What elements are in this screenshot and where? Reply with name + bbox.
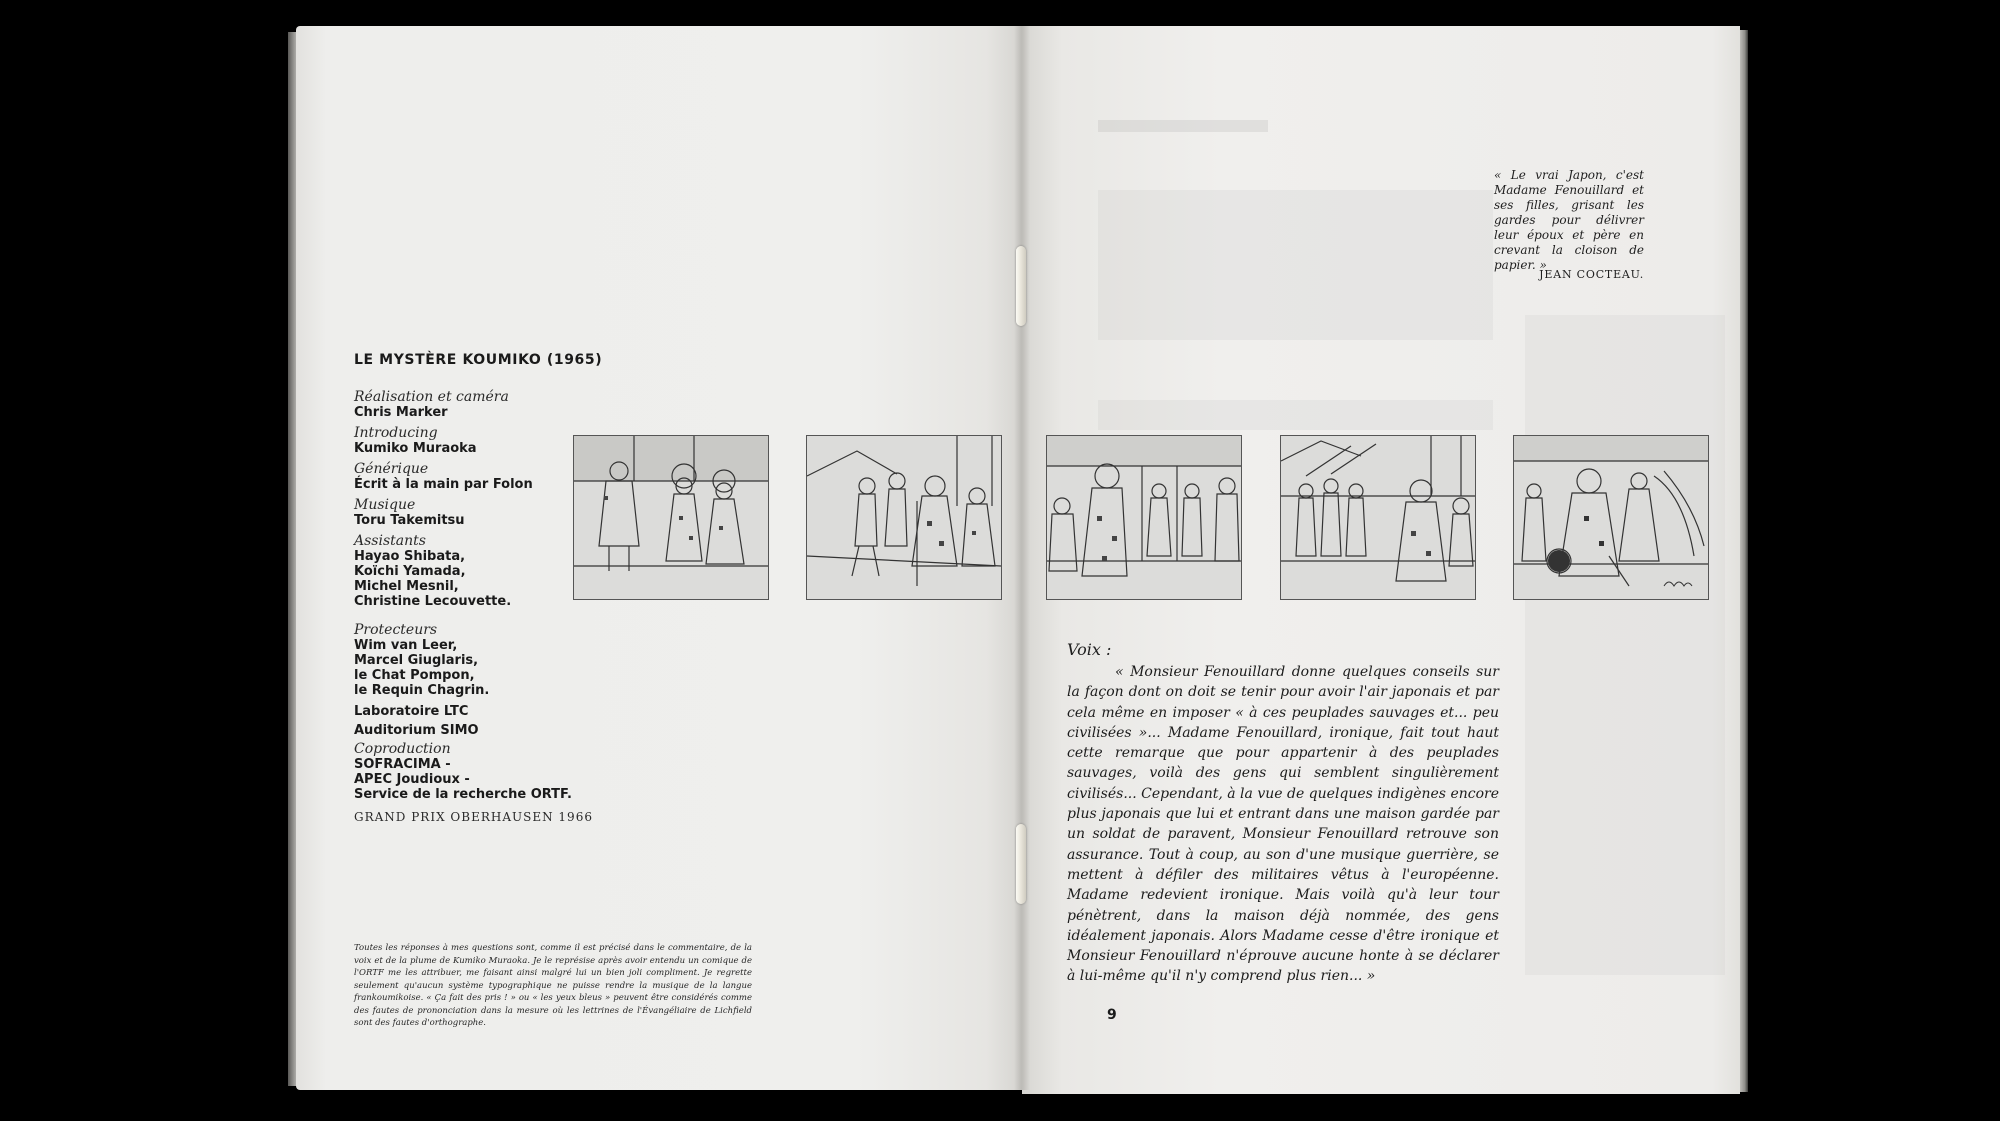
page-number: 9 [1107,1007,1117,1023]
comic-frame-5 [1513,435,1709,600]
film-title: LE MYSTÈRE KOUMIKO (1965) [354,352,603,368]
credit-name: Laboratoire LTC [354,704,469,719]
credit-name: Écrit à la main par Folon [354,477,533,492]
credit-role: Introducing [354,425,438,441]
prize-line: GRAND PRIX OBERHAUSEN 1966 [354,810,593,824]
voix-label: Voix : [1067,640,1112,659]
credit-name: SOFRACIMA - APEC Joudioux - Service de la recherche ORTF. [354,757,572,802]
credit-role: Assistants [354,533,426,549]
comic-illustration [807,436,1001,599]
credit-name: Toru Takemitsu [354,513,465,528]
footnote: Toutes les réponses à mes questions sont, comme il est précisé dans le commentaire, de la voix et de la plume de Kumiko Muraoka. Je le représise après avoir entendu un comique de l'ORTF me les attribuer, me faisant ainsi malgré lui un bien joli compliment. Je regrette seulement qu'aucun système typographique ne puisse rendre la musique de la langue frankoumikoise. « Ça fait des pris ! » ou « les yeux bleus » peuvent être considérés comme des fautes de prononciation dans la mesure où les lettrines de l'Évangéliaire de Lichfield sont des fautes d'orthographe. [354,943,752,1028]
comic-frame-4 [1280,435,1476,600]
comic-illustration [574,436,768,599]
comic-illustration [1514,436,1708,599]
staple-bottom [1016,824,1026,904]
staple-top [1016,246,1026,326]
credit-role: Musique [354,497,416,513]
show-through-text-2 [1098,400,1493,430]
comic-illustration [1281,436,1475,599]
credit-name: Auditorium SIMO [354,723,479,738]
comic-frame-3 [1046,435,1242,600]
credit-name: Hayao Shibata, Koïchi Yamada, Michel Mesnil, Christine Lecouvette. [354,549,512,609]
credit-coproduction [354,742,614,802]
credit-name: Chris Marker [354,405,448,420]
comic-frame-2 [806,435,1002,600]
credit-name: Kumiko Muraoka [354,441,477,456]
show-through-image [1525,315,1725,975]
show-through-heading [1098,120,1268,132]
credit-name: Wim van Leer, Marcel Giuglaris, le Chat Pompon, le Requin Chagrin. [354,638,490,698]
credit-role: Générique [354,461,429,477]
show-through-text [1098,190,1493,340]
credit-laboratoire [354,704,614,719]
comic-illustration [1047,436,1241,599]
credit-auditorium [354,723,614,738]
cocteau-quote: « Le vrai Japon, c'est Madame Fenouillard et ses filles, grisant les gardes pour délivrer leur époux et père en crevant la cloison de papier. » [1494,168,1644,272]
credit-role: Réalisation et caméra [354,389,509,405]
credit-realisation [354,390,614,420]
credit-protecteurs [354,623,614,698]
credit-role: Coproduction [354,741,451,757]
credit-role: Protecteurs [354,622,438,638]
voix-text: « Monsieur Fenouillard donne quelques conseils sur la façon dont on doit se tenir pour avoir l'air japonais et par cela même en imposer « à ces peuplades sauvages et... peu civilisées »... Madame Fenouillard, ironique, fait tout haut cette remarque que pour appartenir à des peuplades sauvages, voilà des gens qui semblent singulièrement civilisés... Cependant, à la vue de quelques indigènes encore plus japonais que lui et entrant dans une maison gardée par un soldat de paravent, Monsieur Fenouillard retrouve son assurance. Tout à coup, au son d'une musique guerrière, se mettent à défiler des militaires vêtus à l'européenne. Madame redevient ironique. Mais voilà qu'à leur tour pénètrent, dans la maison déjà nommée, des gens idéalement japonais. Alors Madame cesse d'être ironique et Monsieur Fenouillard n'éprouve aucune honte à se déclarer à lui-même qu'il n'y comprend plus rien... » [1067,664,1499,985]
quote-author: JEAN COCTEAU. [1539,268,1644,281]
right-page-edge [1740,30,1748,1092]
book-gutter [1014,26,1030,1090]
comic-frame-1 [573,435,769,600]
